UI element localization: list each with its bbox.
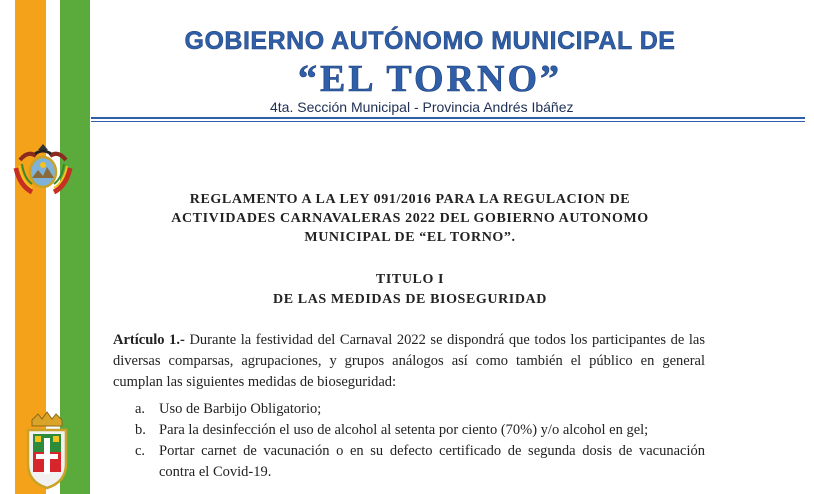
header-rule <box>91 117 805 119</box>
list-item-text: Portar carnet de vacunación o en su defecto certificado de segunda dosis de vacunación contra el Covid-19. <box>159 443 705 480</box>
article-label: Artículo 1.- <box>113 332 185 348</box>
list-marker: a. <box>135 401 146 417</box>
list-item-text: Uso de Barbijo Obligatorio; <box>159 401 322 417</box>
measures-list <box>113 399 705 483</box>
article-paragraph <box>113 330 705 393</box>
document-title-line: MUNICIPAL DE “EL TORNO”. <box>304 230 516 245</box>
list-item-text: Para la desinfección el uso de alcohol al setenta por ciento (70%) y/o alcohol en gel; <box>159 422 649 438</box>
municipal-shield-icon <box>24 410 70 490</box>
section-title: DE LAS MEDIDAS DE BIOSEGURIDAD <box>273 292 547 307</box>
section-number: TITULO I <box>375 272 445 287</box>
list-item <box>113 399 705 420</box>
header-title: GOBIERNO AUTÓNOMO MUNICIPAL DE <box>184 27 676 55</box>
header-subtitle: 4ta. Sección Municipal - Provincia Andrés Ibáñez <box>270 99 574 115</box>
article-text: Durante la festividad del Carnaval 2022 se dispondrá que todos los participantes de las diversas comparsas, agrupaciones, y grupos análogos así como también el público en general cumplan las siguientes medidas de bioseguridad: <box>113 332 706 390</box>
list-item <box>113 441 705 483</box>
document-title <box>115 190 705 247</box>
header-municipality-name: “EL TORNO” <box>297 58 563 100</box>
coat-of-arms-icon <box>10 138 76 198</box>
section-heading <box>115 270 705 310</box>
list-marker: b. <box>135 422 146 438</box>
list-item <box>113 420 705 441</box>
header-rule-thin <box>91 121 805 122</box>
list-marker: c. <box>135 443 146 459</box>
document-title-line: ACTIVIDADES CARNAVALERAS 2022 DEL GOBIERNO AUTONOMO <box>171 211 649 226</box>
document-title-line: REGLAMENTO A LA LEY 091/2016 PARA LA REGULACION DE <box>189 192 631 207</box>
